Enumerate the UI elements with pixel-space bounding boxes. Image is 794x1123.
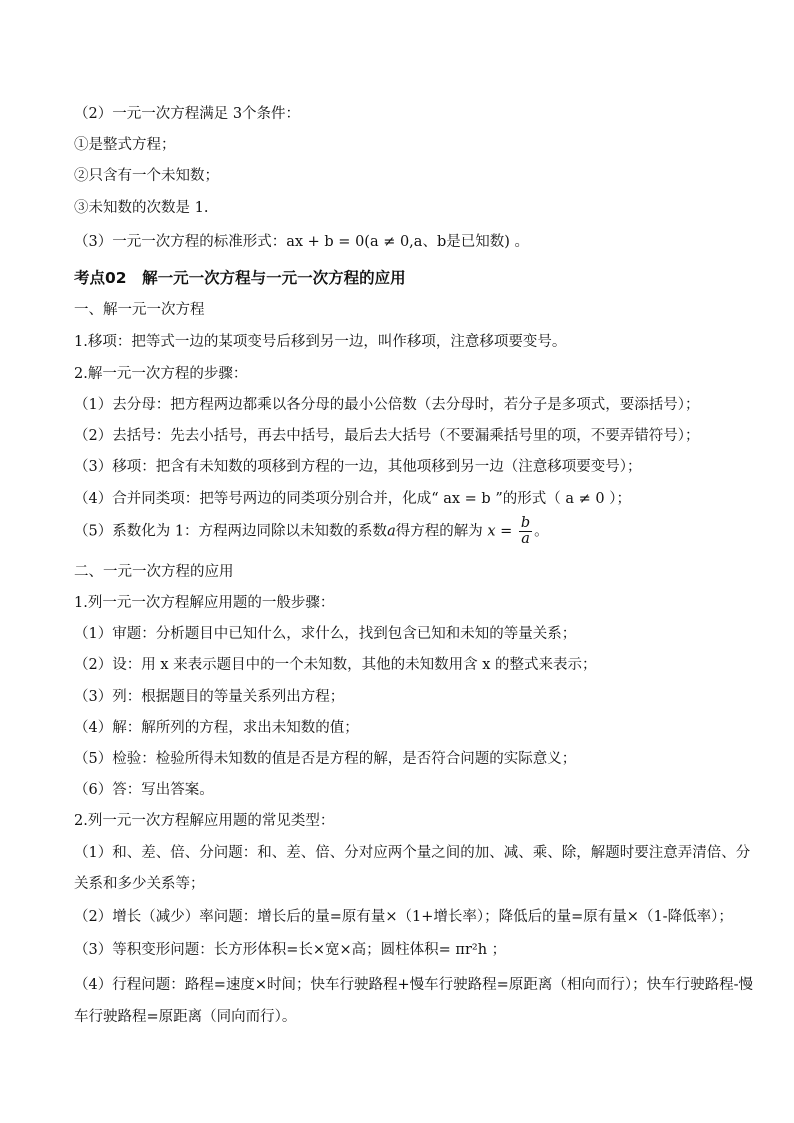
type-3: （3）等积变形问题：长方形体积=长×宽×高；圆柱体积= πr²h ；: [74, 942, 507, 958]
type-2: （2）增长（减少）率问题：增长后的量=原有量×（1+增长率）；降低后的量=原有量×（1-降低率）；: [74, 909, 733, 925]
condition-3: ③未知数的次数是 1.: [74, 200, 209, 216]
step-2: （2）去括号：先去小括号，再去中括号，最后去大括号（不要漏乘括号里的项，不要弄错符号）；: [74, 428, 700, 444]
type-4: （4）行程问题：路程=速度×时间；快车行驶路程+慢车行驶路程=原距离（相向而行）；快车行驶路程-慢: [74, 977, 753, 993]
condition-1: ①是整式方程；: [74, 137, 176, 153]
solution-lhs: x =: [487, 523, 513, 540]
fraction-numerator: b: [520, 515, 531, 531]
solution-fraction: [519, 516, 532, 547]
types-title: 2.列一元一次方程解应用题的常见类型：: [74, 813, 335, 829]
step-5-end: 。: [534, 523, 549, 540]
fraction-denominator: a: [521, 531, 530, 547]
apply-step-2: （2）设：用 x 来表示题目中的一个未知数，其他的未知数用含 x 的整式来表示；: [74, 657, 597, 673]
coef-a: a: [387, 523, 396, 540]
transpose-rule: 1.移项：把等式一边的某项变号后移到另一边，叫作移项，注意移项要变号。: [74, 334, 567, 350]
standard-form: （3）一元一次方程的标准形式：ax + b = 0(a ≠ 0,a、b是已知数) 。: [74, 234, 529, 250]
step-4: （4）合并同类项：把等号两边的同类项分别合并，化成“ ax = b ”的形式（ a ≠ 0 ）；: [74, 491, 631, 507]
apply-step-5: （5）检验：检验所得未知数的值是否是方程的解，是否符合问题的实际意义；: [74, 751, 577, 767]
step-1: （1）去分母：把方程两边都乘以各分母的最小公倍数（去分母时，若分子是多项式，要添括号）；: [74, 397, 700, 413]
step-3: （3）移项：把含有未知数的项移到方程的一边，其他项移到另一边（注意移项要变号）；: [74, 459, 642, 475]
condition-intro: （2）一元一次方程满足 3个条件：: [74, 106, 301, 122]
apply-step-1: （1）审题：分析题目中已知什么，求什么，找到包含已知和未知的等量关系；: [74, 626, 577, 642]
step-5-text: （5）系数化为 1：方程两边同除以未知数的系数: [74, 523, 388, 540]
type-4-cont: 车行驶路程=原距离（同向而行）。: [74, 1009, 297, 1025]
condition-2: ②只含有一个未知数；: [74, 168, 219, 184]
apply-step-6: （6）答：写出答案。: [74, 782, 214, 798]
step-5: [74, 516, 549, 547]
section-heading: 考点02 解一元一次方程与一元一次方程的应用: [74, 269, 406, 287]
subheading-apply: 二、一元一次方程的应用: [74, 564, 234, 580]
subheading-solve: 一、解一元一次方程: [74, 302, 205, 318]
type-1-cont: 关系和多少关系等；: [74, 876, 205, 892]
step-5-mid: 得方程的解为: [395, 523, 483, 540]
type-1: （1）和、差、倍、分问题：和、差、倍、分对应两个量之间的加、减、乘、除，解题时要注意弄清倍、分: [74, 845, 751, 861]
apply-steps-title: 1.列一元一次方程解应用题的一般步骤：: [74, 595, 335, 611]
apply-step-3: （3）列：根据题目的等量关系列出方程；: [74, 689, 345, 705]
steps-title: 2.解一元一次方程的步骤：: [74, 366, 248, 382]
apply-step-4: （4）解：解所列的方程，求出未知数的值；: [74, 720, 359, 736]
